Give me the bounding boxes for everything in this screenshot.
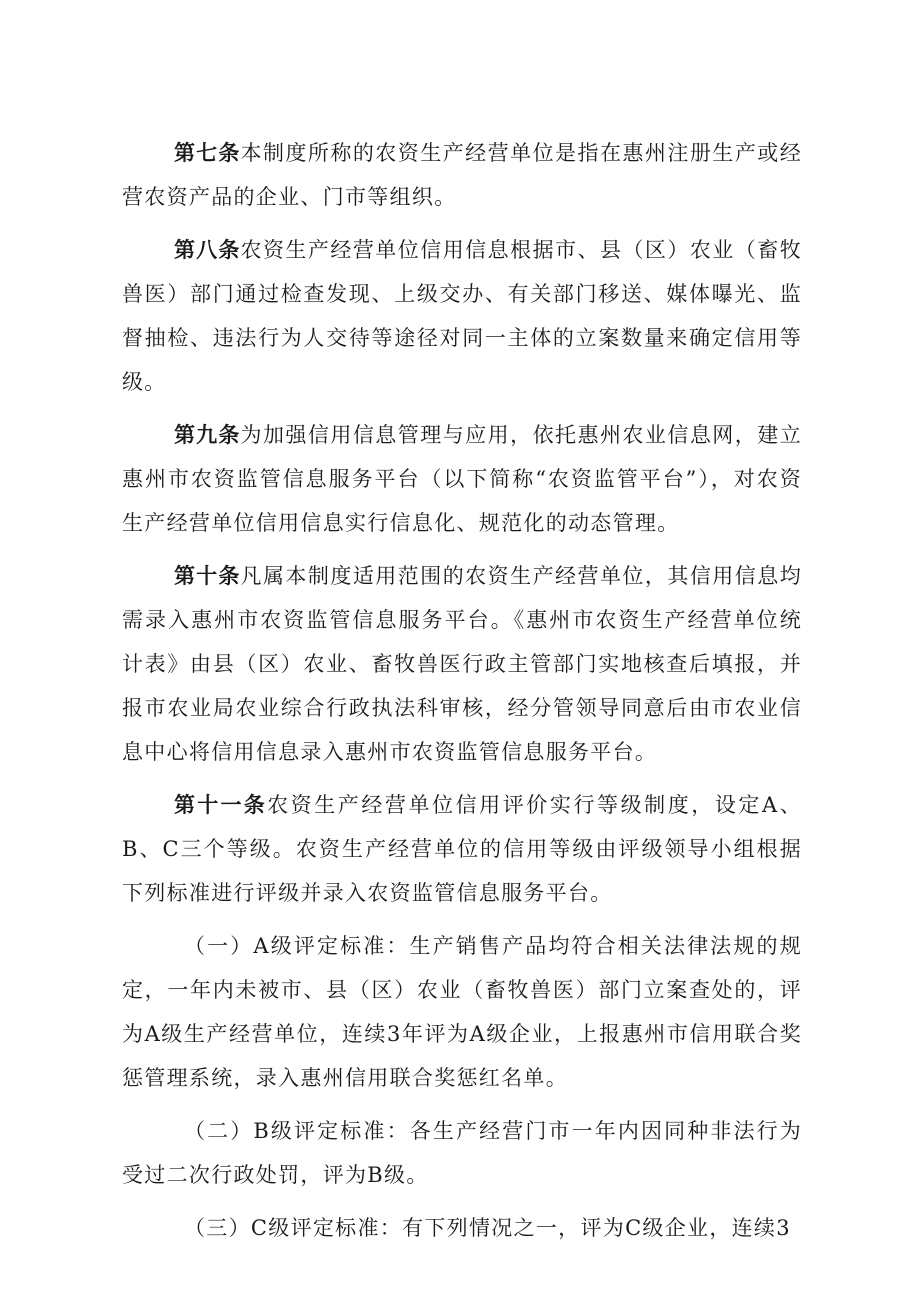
article-9-text: 为加强信用信息管理与应用，依托惠州农业信息网，建立惠州市农资监管信息服务平台（以下简称“农资监管平台”），对农资生产经营单位信用信息实行信息化、规范化的动态管理。 — [122, 423, 802, 535]
article-7-heading: 第七条 — [174, 140, 241, 165]
article-8-text: 农资生产经营单位信用信息根据市、县（区）农业（畜牧兽医）部门通过检查发现、上级交办、有关部门移送、媒体曝光、监督抽检、违法行为人交待等途径对同一主体的立案数量来确定信用等级。 — [122, 238, 802, 394]
grade-b-criteria-text: （二）B级评定标准：各生产经营门市一年内因同种非法行为受过二次行政处罚，评为B级。 — [122, 1119, 802, 1187]
article-10-heading: 第十条 — [174, 563, 241, 588]
article-10-text: 凡属本制度适用范围的农资生产经营单位，其信用信息均需录入惠州市农资监管信息服务平台。《惠州市农资生产经营单位统计表》由县（区）农业、畜牧兽医行政主管部门实地核查后填报，并报市农业局农业综合行政执法科审核，经分管领导同意后由市农业信息中心将信用信息录入惠州市农资监管信息服务平台。 — [122, 564, 802, 764]
grade-c-criteria-text: （三）C级评定标准：有下列情况之一，评为C级企业，连续3 — [184, 1216, 791, 1240]
article-7-text: 本制度所称的农资生产经营单位是指在惠州注册生产或经营农资产品的企业、门市等组织。 — [122, 141, 802, 209]
article-11-paragraph — [122, 783, 802, 915]
article-11-text: 农资生产经营单位信用评价实行等级制度，设定A、B、C三个等级。农资生产经营单位的信用等级由评级领导小组根据下列标准进行评级并录入农资监管信息服务平台。 — [122, 793, 802, 905]
article-10-paragraph — [122, 554, 802, 774]
article-9-heading: 第九条 — [174, 422, 241, 447]
article-11-heading: 第十一条 — [174, 792, 268, 817]
document-page — [122, 131, 802, 1259]
article-7-paragraph — [122, 131, 802, 219]
article-8-paragraph — [122, 228, 802, 404]
grade-a-criteria-paragraph — [122, 924, 802, 1100]
grade-c-criteria-paragraph — [122, 1206, 802, 1250]
grade-b-criteria-paragraph — [122, 1109, 802, 1197]
article-9-paragraph — [122, 413, 802, 545]
article-8-heading: 第八条 — [174, 237, 241, 262]
grade-a-criteria-text: （一）A级评定标准：生产销售产品均符合相关法律法规的规定，一年内未被市、县（区）农业（畜牧兽医）部门立案查处的，评为A级生产经营单位，连续3年评为A级企业，上报惠州市信用联合奖惩管理系统，录入惠州信用联合奖惩红名单。 — [122, 934, 802, 1090]
